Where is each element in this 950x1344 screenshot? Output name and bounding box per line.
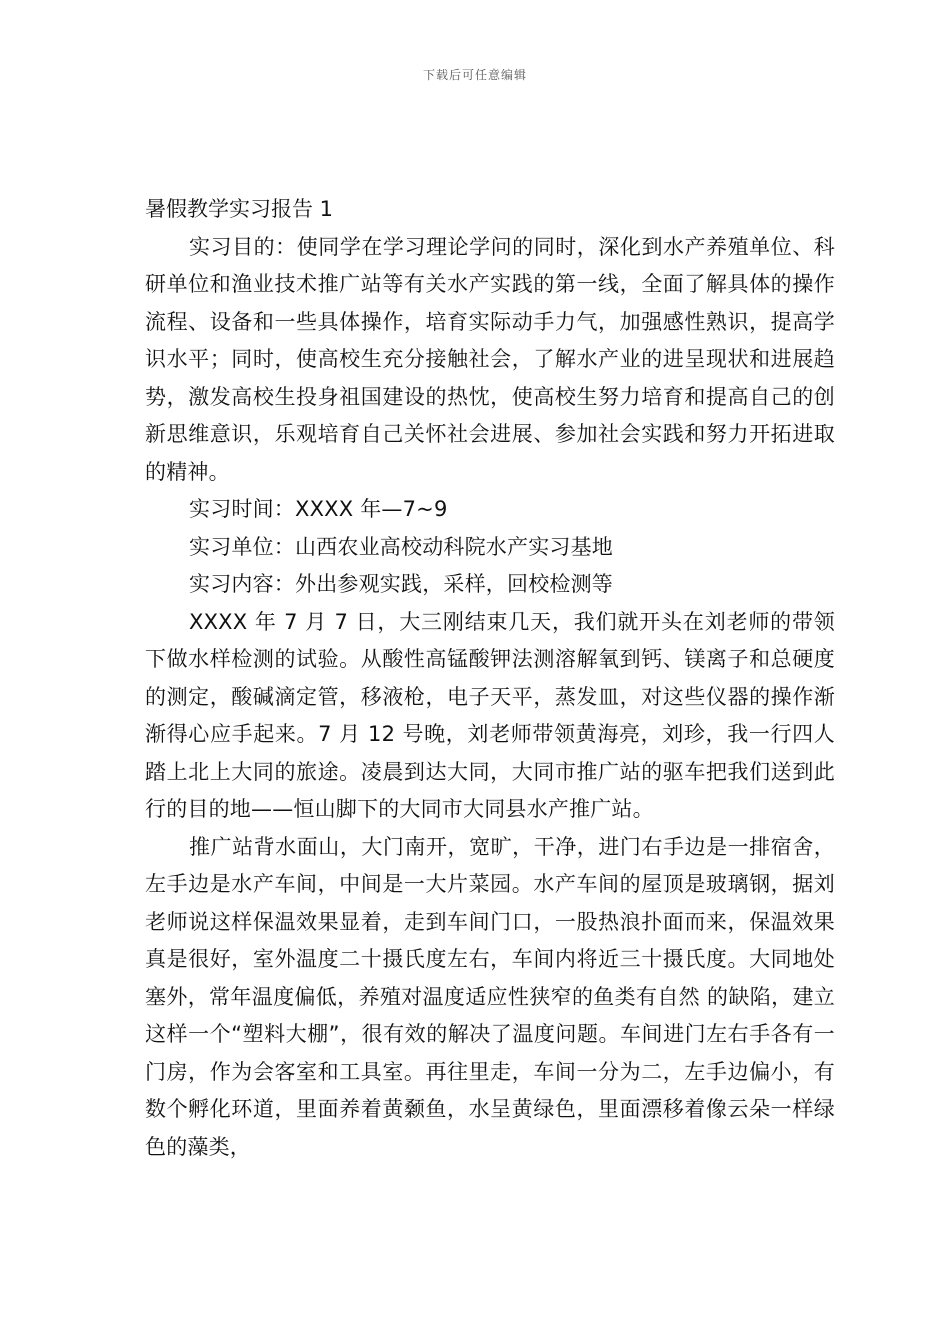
- document-body: [145, 191, 835, 1166]
- paragraph-content: 实习内容：外出参观实践，采样，回校检测等: [189, 572, 613, 596]
- paragraph-purpose: 实习目的：使同学在学习理论学问的同时，深化到水产养殖单位、科研单位和渔业技术推广站等有关水产实践的第一线，全面了解具体的操作流程、设备和一些具体操作，培育实际动手力气，加强感性熟识，提高学识水平；同时，使高校生充分接触社会，了解水产业的进呈现状和进展趋势，激发高校生投身祖国建设的热忱，使高校生努力培育和提高自己的创新思维意识，乐观培育自己关怀社会进展、参加社会实践和努力开拓进取的精神。: [145, 234, 835, 484]
- paragraph-time: 实习时间：XXXX 年—7~9: [189, 497, 448, 521]
- document-title: 暑假教学实习报告 1: [145, 197, 334, 221]
- paragraph-unit: 实习单位：山西农业高校动科院水产实习基地: [189, 534, 613, 559]
- paragraph-narrative-1: XXXX 年 7 月 7 日，大三刚结束几天，我们就开头在刘老师的带领下做水样检测的试验。从酸性高锰酸钾法测溶解氧到钙、镁离子和总硬度的测定，酸碱滴定管，移液枪，电子天平，蒸发皿，对这些仪器的操作渐渐得心应手起来。7 月 12 号晚，刘老师带领黄海亮，刘珍，我一行四人踏上北上大同的旅途。凌晨到达大同，大同市推广站的驱车把我们送到此行的目的地——恒山脚下的大同市大同县水产推广站。: [145, 609, 835, 821]
- paragraph-narrative-2: 推广站背水面山，大门南开，宽旷，干净，进门右手边是一排宿舍，左手边是水产车间，中间是一大片菜园。水产车间的屋顶是玻璃钢，据刘老师说这样保温效果显着，走到车间门口，一股热浪扑面而来，保温效果真是很好，室外温度二十摄氏度左右，车间内将近三十摄氏度。大同地处塞外，常年温度偏低，养殖对温度适应性狭窄的鱼类有自然 的缺陷，建立这样一个“塑料大棚”，很有效的解决了温度问题。车间进门左右手各有一门房，作为会客室和工具室。再往里走，车间一分为二，左手边偏小，有数个孵化环道，里面养着黄颡鱼，水呈黄绿色，里面漂移着像云朵一样绿色的藻类，: [145, 834, 835, 1159]
- header-note: 下载后可任意编辑: [422, 68, 527, 82]
